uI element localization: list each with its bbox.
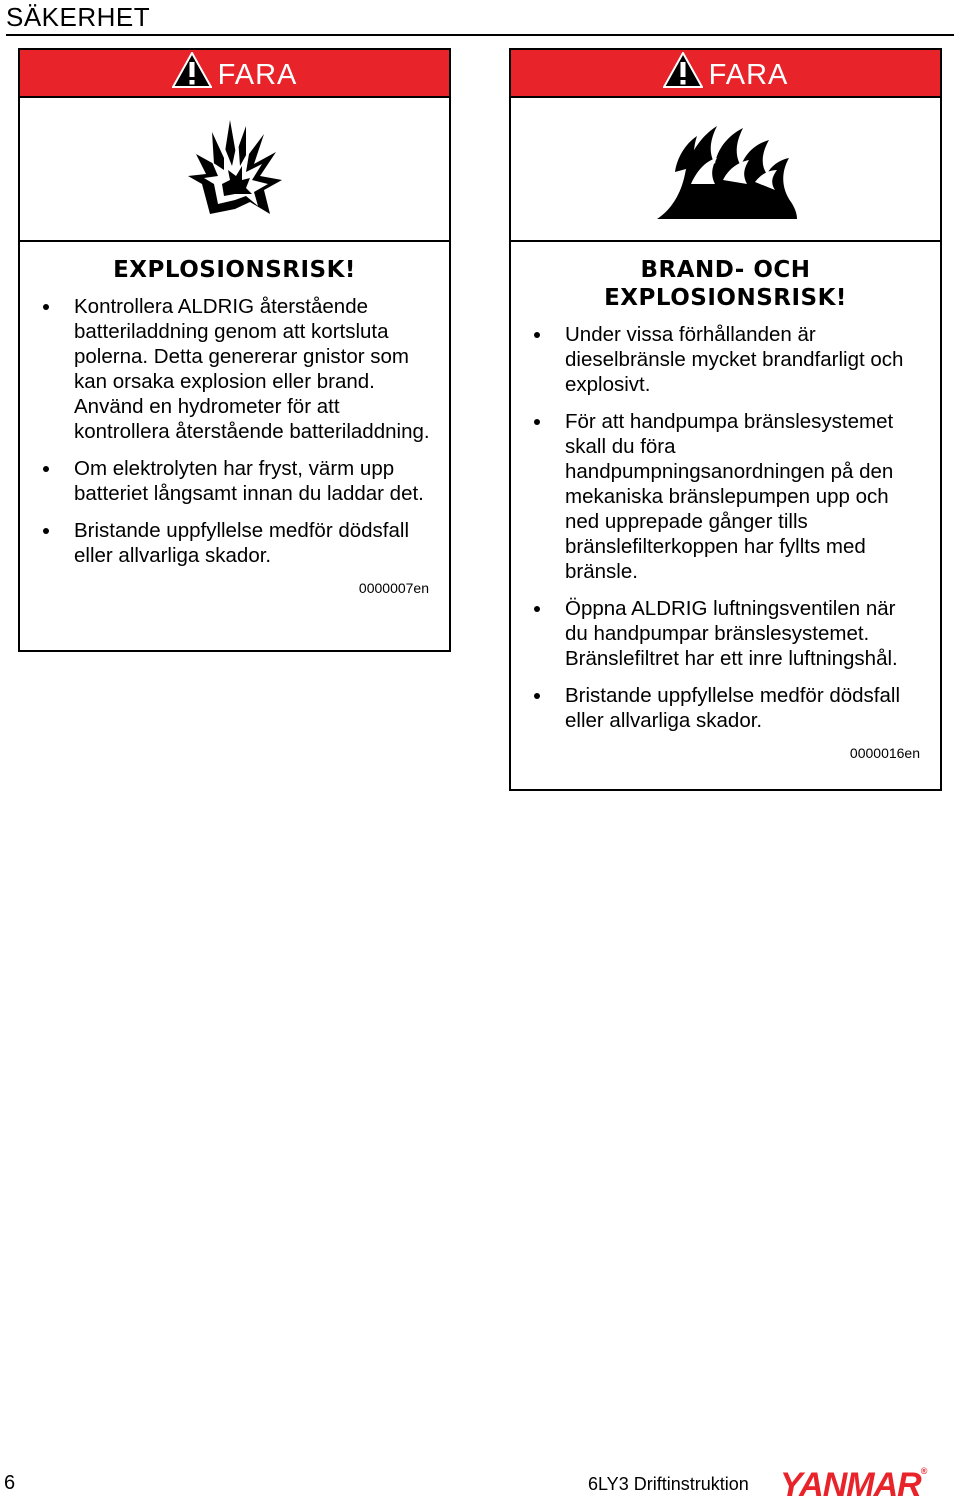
fire-icon [651, 114, 801, 224]
warning-triangle-icon [172, 52, 212, 88]
warning-triangle-icon [663, 52, 703, 88]
panel-heading: EXPLOSIONSRISK! [113, 257, 356, 283]
title-rule [6, 34, 954, 36]
list-item: Om elektrolyten har fryst, värm upp batteriet långsamt innan du laddar det. [38, 456, 431, 506]
bullet-list [38, 294, 431, 568]
section-title: SÄKERHET [6, 2, 151, 32]
danger-panel-explosion [18, 48, 451, 652]
brand-name: YANMAR [780, 1466, 921, 1504]
page-number: 6 [4, 1472, 16, 1494]
message-code: 0000007en [358, 580, 429, 596]
message-code: 0000016en [849, 745, 920, 761]
danger-panel-fire [509, 48, 942, 791]
list-item: Kontrollera ALDRIG återstående batteriladdning genom att kortsluta polerna. Detta genererar gnistor som kan orsaka explosion eller brand. Använd en hydrometer för att kontrollera återstående batteriladdning. [38, 294, 431, 444]
panel-heading: BRAND- OCH EXPLOSIONSRISK! [604, 257, 847, 311]
list-item: För att handpumpa bränslesystemet skall du föra handpumpningsanordningen på den mekaniska bränslepumpen upp och ned upprepade gånger tills bränslefilterkoppen har fyllts med bränsle. [529, 409, 922, 584]
list-item: Under vissa förhållanden är dieselbränsle mycket brandfarligt och explosivt. [529, 322, 922, 397]
bullet-list [529, 322, 922, 733]
panel-header-label: FARA [217, 58, 298, 91]
document-title: 6LY3 Driftinstruktion [588, 1474, 749, 1494]
panel-header-label: FARA [708, 58, 789, 91]
pictogram-area [511, 98, 940, 242]
brand-logo [780, 1466, 926, 1505]
panel-header [20, 50, 449, 98]
list-item: Bristande uppfyllelse medför dödsfall eller allvarliga skador. [529, 683, 922, 733]
registered-mark: ® [920, 1466, 927, 1476]
panel-header [511, 50, 940, 98]
list-item: Bristande uppfyllelse medför dödsfall eller allvarliga skador. [38, 518, 431, 568]
explosion-icon [180, 114, 290, 224]
list-item: Öppna ALDRIG luftningsventilen när du handpumpar bränslesystemet. Bränslefiltret har ett inre luftningshål. [529, 596, 922, 671]
pictogram-area [20, 98, 449, 242]
